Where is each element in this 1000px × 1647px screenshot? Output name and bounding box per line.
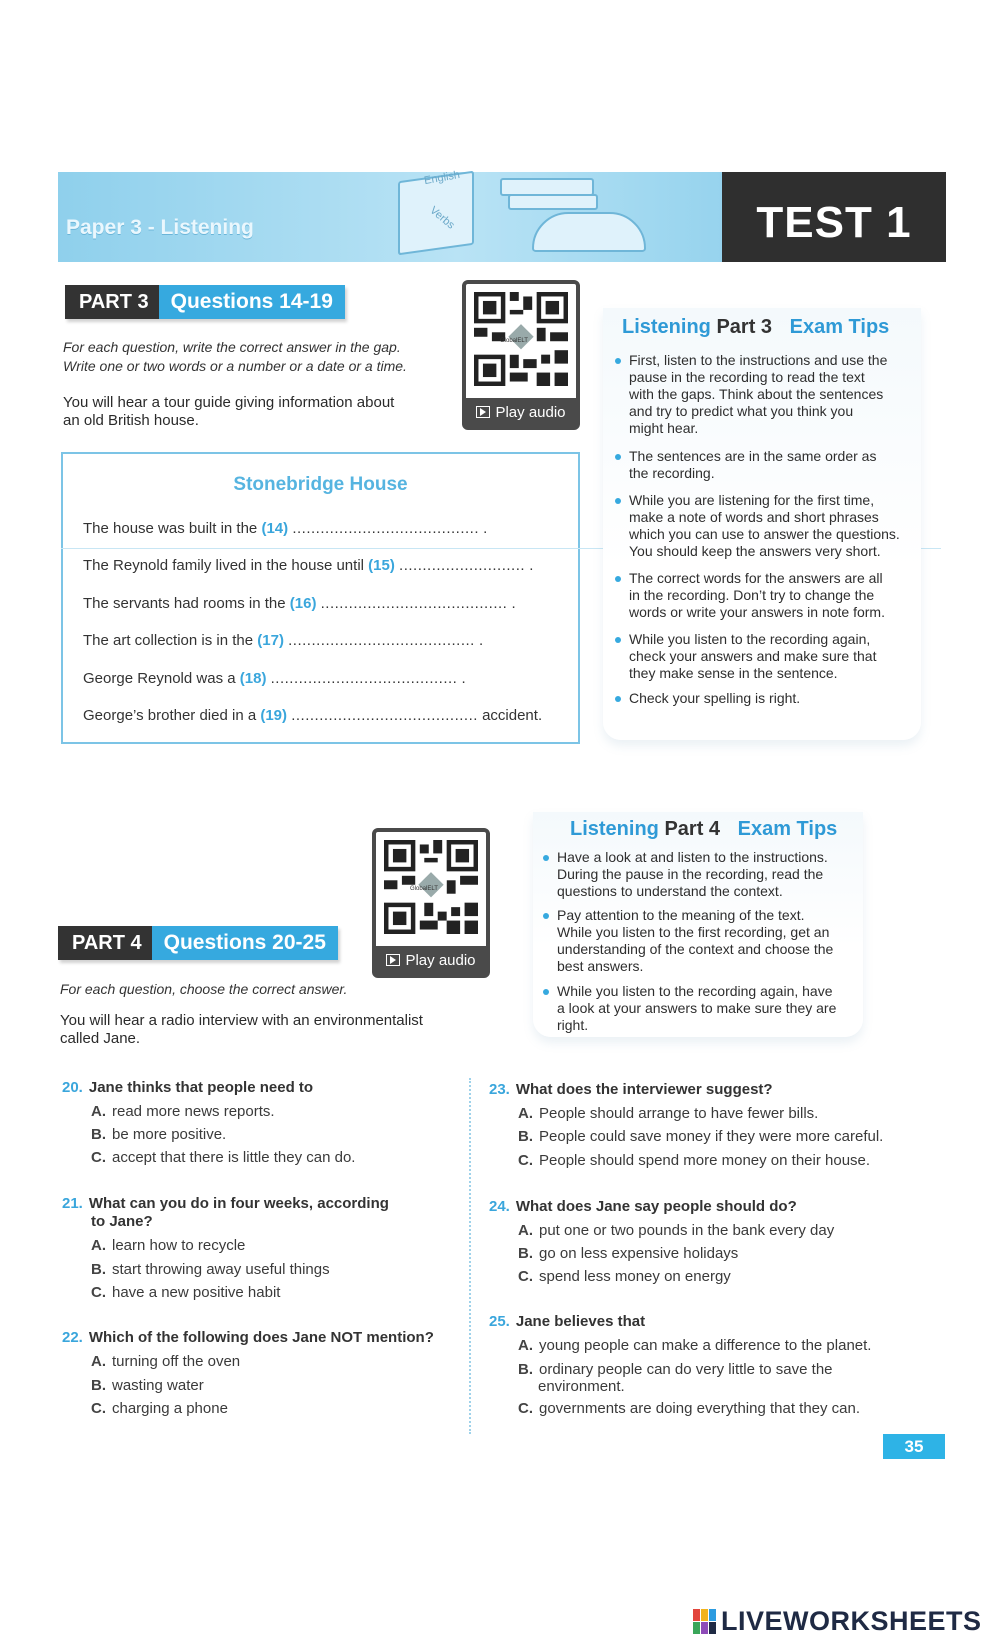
play-icon bbox=[476, 406, 490, 418]
liveworksheets-icon bbox=[693, 1609, 717, 1635]
part3-qr-card[interactable] bbox=[462, 280, 580, 430]
part4-header bbox=[58, 926, 338, 960]
option-23-b[interactable]: B. People could save money if they were more careful. bbox=[518, 1128, 884, 1145]
page-number: 35 bbox=[883, 1434, 945, 1459]
stonebridge-title: Stonebridge House bbox=[233, 474, 408, 495]
section-title: Paper 3 - Listening bbox=[66, 216, 254, 239]
part4-tips-title: Listening Part 4 Exam Tips bbox=[570, 818, 838, 840]
gap-line-17: The art collection is in the (17) ........................................ . bbox=[83, 632, 484, 649]
option-21-c[interactable]: C. have a new positive habit bbox=[91, 1284, 281, 1301]
gap-line-14: The house was built in the (14) ........................................ . bbox=[83, 520, 488, 537]
part3-intro-1: You will hear a tour guide giving information about bbox=[63, 394, 395, 411]
answer-gap-17[interactable]: ........................................ bbox=[288, 632, 475, 649]
option-20-c[interactable]: C. accept that there is little they can do. bbox=[91, 1149, 356, 1166]
part4-instruction: For each question, choose the correct answer. bbox=[60, 981, 348, 997]
part3-questions: Questions 14-19 bbox=[159, 285, 345, 319]
play-icon bbox=[386, 954, 400, 966]
question-20: 20. Jane thinks that people need to bbox=[62, 1079, 314, 1096]
option-20-b[interactable]: B. be more positive. bbox=[91, 1126, 227, 1143]
book-word-english: English bbox=[423, 168, 461, 188]
option-23-a[interactable]: A. People should arrange to have fewer bills. bbox=[518, 1105, 819, 1122]
part4-tip-1: Have a look at and listen to the instructions. During the pause in the recording, read the questions to understand the context. bbox=[543, 849, 828, 900]
option-25-c[interactable]: C. governments are doing everything that they can. bbox=[518, 1400, 861, 1417]
part3-tip-6: Check your spelling is right. bbox=[615, 690, 800, 707]
test-label: TEST 1 bbox=[756, 198, 912, 247]
play-audio-label: Play audio bbox=[405, 951, 476, 969]
part3-tip-4: The correct words for the answers are all in the recording. Don’t try to change the words or write your answers in note form. bbox=[615, 570, 885, 621]
answer-gap-14[interactable]: ........................................ bbox=[292, 520, 480, 537]
option-23-c[interactable]: C. People should spend more money on their house. bbox=[518, 1152, 871, 1169]
option-22-b[interactable]: B. wasting water bbox=[91, 1377, 204, 1394]
gap-line-16: The servants had rooms in the (16) ........................................ . bbox=[83, 595, 516, 612]
part3-tips-title: Listening Part 3 Exam Tips bbox=[622, 316, 890, 338]
gap-line-18: George Reynold was a (18) ........................................ . bbox=[83, 670, 466, 687]
option-20-a[interactable]: A. read more news reports. bbox=[91, 1103, 275, 1120]
part4-label: PART 4 bbox=[58, 926, 152, 960]
option-25-a[interactable]: A. young people can make a difference to the planet. bbox=[518, 1337, 872, 1354]
option-25-b[interactable]: B. ordinary people can do very little to save the environment. bbox=[518, 1361, 833, 1395]
play-audio-button[interactable] bbox=[376, 946, 486, 974]
book-stack-2 bbox=[508, 194, 598, 210]
part3-tip-3: While you are listening for the first time, make a note of words and short phrases which you can use to answer the questions. You should keep the answers very short. bbox=[615, 492, 900, 560]
option-21-a[interactable]: A. learn how to recycle bbox=[91, 1237, 246, 1254]
part3-label: PART 3 bbox=[65, 285, 159, 319]
answer-gap-15[interactable]: ........................... bbox=[399, 557, 526, 574]
part3-instruction-2: Write one or two words or a number or a date or a time. bbox=[63, 358, 407, 374]
part4-tip-2: Pay attention to the meaning of the text. While you listen to the first recording, get an understanding of the context and choose the best answers. bbox=[543, 907, 833, 975]
option-24-b[interactable]: B. go on less expensive holidays bbox=[518, 1245, 739, 1262]
part3-tip-5: While you listen to the recording again, check your answers and make sure that they make sense in the sentence. bbox=[615, 631, 876, 682]
gap-line-19: George’s brother died in a (19) ........................................ accident. bbox=[83, 707, 543, 724]
option-24-c[interactable]: C. spend less money on energy bbox=[518, 1268, 731, 1285]
part4-intro-2: called Jane. bbox=[60, 1030, 141, 1047]
part3-intro-2: an old British house. bbox=[63, 412, 199, 429]
play-audio-label: Play audio bbox=[495, 403, 566, 421]
option-21-b[interactable]: B. start throwing away useful things bbox=[91, 1261, 330, 1278]
question-24: 24. What does Jane say people should do? bbox=[489, 1198, 797, 1215]
open-book bbox=[532, 212, 646, 252]
answer-gap-18[interactable]: ........................................ bbox=[270, 670, 458, 687]
qr-caption: GlobalELT bbox=[500, 338, 528, 344]
question-23: 23. What does the interviewer suggest? bbox=[489, 1081, 773, 1098]
option-22-a[interactable]: A. turning off the oven bbox=[91, 1353, 241, 1370]
part3-header bbox=[65, 285, 345, 319]
part4-tip-3: While you listen to the recording again, have a look at your answers to make sure they are right. bbox=[543, 983, 836, 1034]
question-21: 21. What can you do in four weeks, according to Jane? bbox=[62, 1195, 389, 1230]
part4-qr-card[interactable] bbox=[372, 828, 490, 978]
column-divider bbox=[469, 1078, 471, 1434]
answer-gap-16[interactable]: ........................................ bbox=[320, 595, 508, 612]
gap-line-15: The Reynold family lived in the house until (15) ........................... . bbox=[83, 557, 534, 574]
part3-tip-1: First, listen to the instructions and use the pause in the recording to read the text with the gaps. Think about the sentences and try to predict what you think you might hear. bbox=[615, 352, 887, 437]
liveworksheets-logo[interactable] bbox=[693, 1606, 982, 1637]
part4-questions: Questions 20-25 bbox=[152, 926, 338, 960]
qr-caption: GlobalELT bbox=[410, 886, 438, 892]
question-25: 25. Jane believes that bbox=[489, 1313, 646, 1330]
play-audio-button[interactable] bbox=[466, 398, 576, 426]
option-22-c[interactable]: C. charging a phone bbox=[91, 1400, 228, 1417]
answer-gap-19[interactable]: ........................................ bbox=[291, 707, 478, 724]
part3-instruction-1: For each question, write the correct answer in the gap. bbox=[63, 339, 401, 355]
part3-tip-2: The sentences are in the same order as the recording. bbox=[615, 448, 876, 482]
question-22: 22. Which of the following does Jane NOT mention? bbox=[62, 1329, 434, 1346]
option-24-a[interactable]: A. put one or two pounds in the bank every day bbox=[518, 1222, 835, 1239]
liveworksheets-text: LIVEWORKSHEETS bbox=[721, 1606, 982, 1636]
part4-intro-1: You will hear a radio interview with an environmentalist bbox=[60, 1012, 423, 1029]
book-word-verbs: Verbs bbox=[427, 204, 457, 232]
